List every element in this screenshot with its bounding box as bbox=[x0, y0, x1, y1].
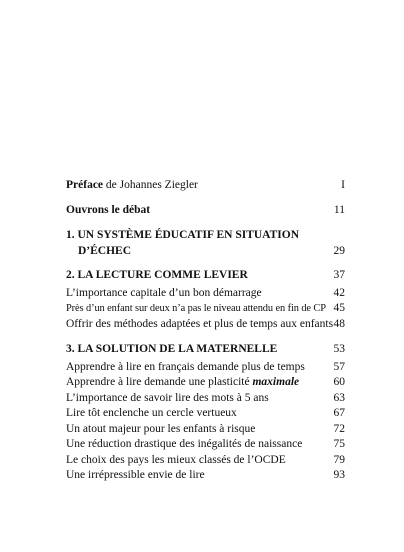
toc-page-number: 60 bbox=[333, 376, 345, 388]
section-1-title-line1: 1. UN SYSTÈME ÉDUCATIF EN SITUATION bbox=[66, 229, 300, 241]
toc-entry-label: Apprendre à lire en français demande plus de temps bbox=[66, 360, 305, 373]
table-of-contents bbox=[66, 178, 345, 484]
toc-entry-debate[interactable] bbox=[66, 203, 345, 219]
toc-entry-label: Lire tôt enclenche un cercle vertueux bbox=[66, 407, 237, 419]
section-1-title-line2: D’ÉCHEC bbox=[78, 244, 132, 257]
toc-entry-label: L’importance capitale d’un bon démarrage bbox=[66, 286, 262, 299]
toc-page-number: 79 bbox=[333, 453, 345, 466]
toc-entry[interactable] bbox=[66, 375, 345, 391]
toc-entry-label: Près d’un enfant sur deux n’a pas le niveau attendu en fin de CP bbox=[66, 303, 326, 314]
toc-entry-label: Une irrépressible envie de lire bbox=[66, 469, 205, 481]
toc-entry-label bbox=[66, 178, 198, 194]
toc-page-number: 11 bbox=[333, 203, 345, 216]
toc-entry-label: L’importance de savoir lire des mots à 5 ans bbox=[66, 391, 269, 404]
toc-entry-label: 3. LA SOLUTION DE LA MATERNELLE bbox=[66, 343, 278, 355]
toc-entry-label-text: Apprendre à lire demande une plasticité bbox=[66, 376, 253, 388]
toc-section-2[interactable] bbox=[66, 268, 345, 284]
toc-page-number: 63 bbox=[333, 391, 345, 404]
toc-entry-label bbox=[66, 375, 299, 391]
toc-entry-label: Offrir des méthodes adaptées et plus de temps aux enfants bbox=[66, 317, 334, 330]
preface-label-rest: de Johannes Ziegler bbox=[103, 179, 198, 191]
toc-entry-label: 2. LA LECTURE COMME LEVIER bbox=[66, 269, 248, 281]
toc-entry[interactable] bbox=[66, 406, 345, 422]
section-1-title-line2-row bbox=[66, 244, 345, 260]
toc-entry-preface[interactable] bbox=[66, 178, 345, 194]
toc-page-number: I bbox=[341, 179, 345, 191]
toc-entry[interactable] bbox=[66, 453, 345, 469]
toc-entry[interactable] bbox=[66, 437, 345, 453]
toc-entry[interactable] bbox=[66, 468, 345, 484]
toc-page-number: 45 bbox=[333, 302, 345, 314]
toc-page-number: 75 bbox=[333, 438, 345, 450]
toc-page-number: 93 bbox=[333, 469, 345, 481]
toc-entry-label: Une réduction drastique des inégalités de naissance bbox=[66, 438, 303, 450]
toc-section-3[interactable] bbox=[66, 342, 345, 358]
toc-section-1[interactable] bbox=[66, 228, 345, 259]
toc-page-number: 48 bbox=[333, 317, 345, 330]
toc-page-number: 67 bbox=[333, 407, 345, 419]
toc-page-number: 42 bbox=[333, 286, 345, 299]
toc-entry[interactable] bbox=[66, 286, 345, 302]
toc-entry-label: Le choix des pays les mieux classés de l’OCDE bbox=[66, 453, 286, 466]
toc-page-number: 29 bbox=[333, 244, 345, 257]
toc-entry[interactable] bbox=[66, 360, 345, 376]
toc-page-number: 37 bbox=[333, 269, 345, 281]
preface-label-bold: Préface bbox=[66, 179, 104, 191]
toc-entry-label: Un atout majeur pour les enfants à risque bbox=[66, 422, 256, 435]
toc-entry[interactable] bbox=[66, 317, 345, 333]
toc-entry[interactable] bbox=[66, 301, 345, 317]
toc-entry-label: Ouvrons le débat bbox=[66, 203, 151, 216]
toc-entry[interactable] bbox=[66, 422, 345, 438]
toc-page-number: 53 bbox=[333, 343, 345, 355]
toc-page-number: 57 bbox=[333, 360, 345, 373]
toc-page-number: 72 bbox=[333, 422, 345, 435]
toc-entry[interactable] bbox=[66, 391, 345, 407]
toc-entry-label-emphasis: maximale bbox=[252, 376, 300, 388]
